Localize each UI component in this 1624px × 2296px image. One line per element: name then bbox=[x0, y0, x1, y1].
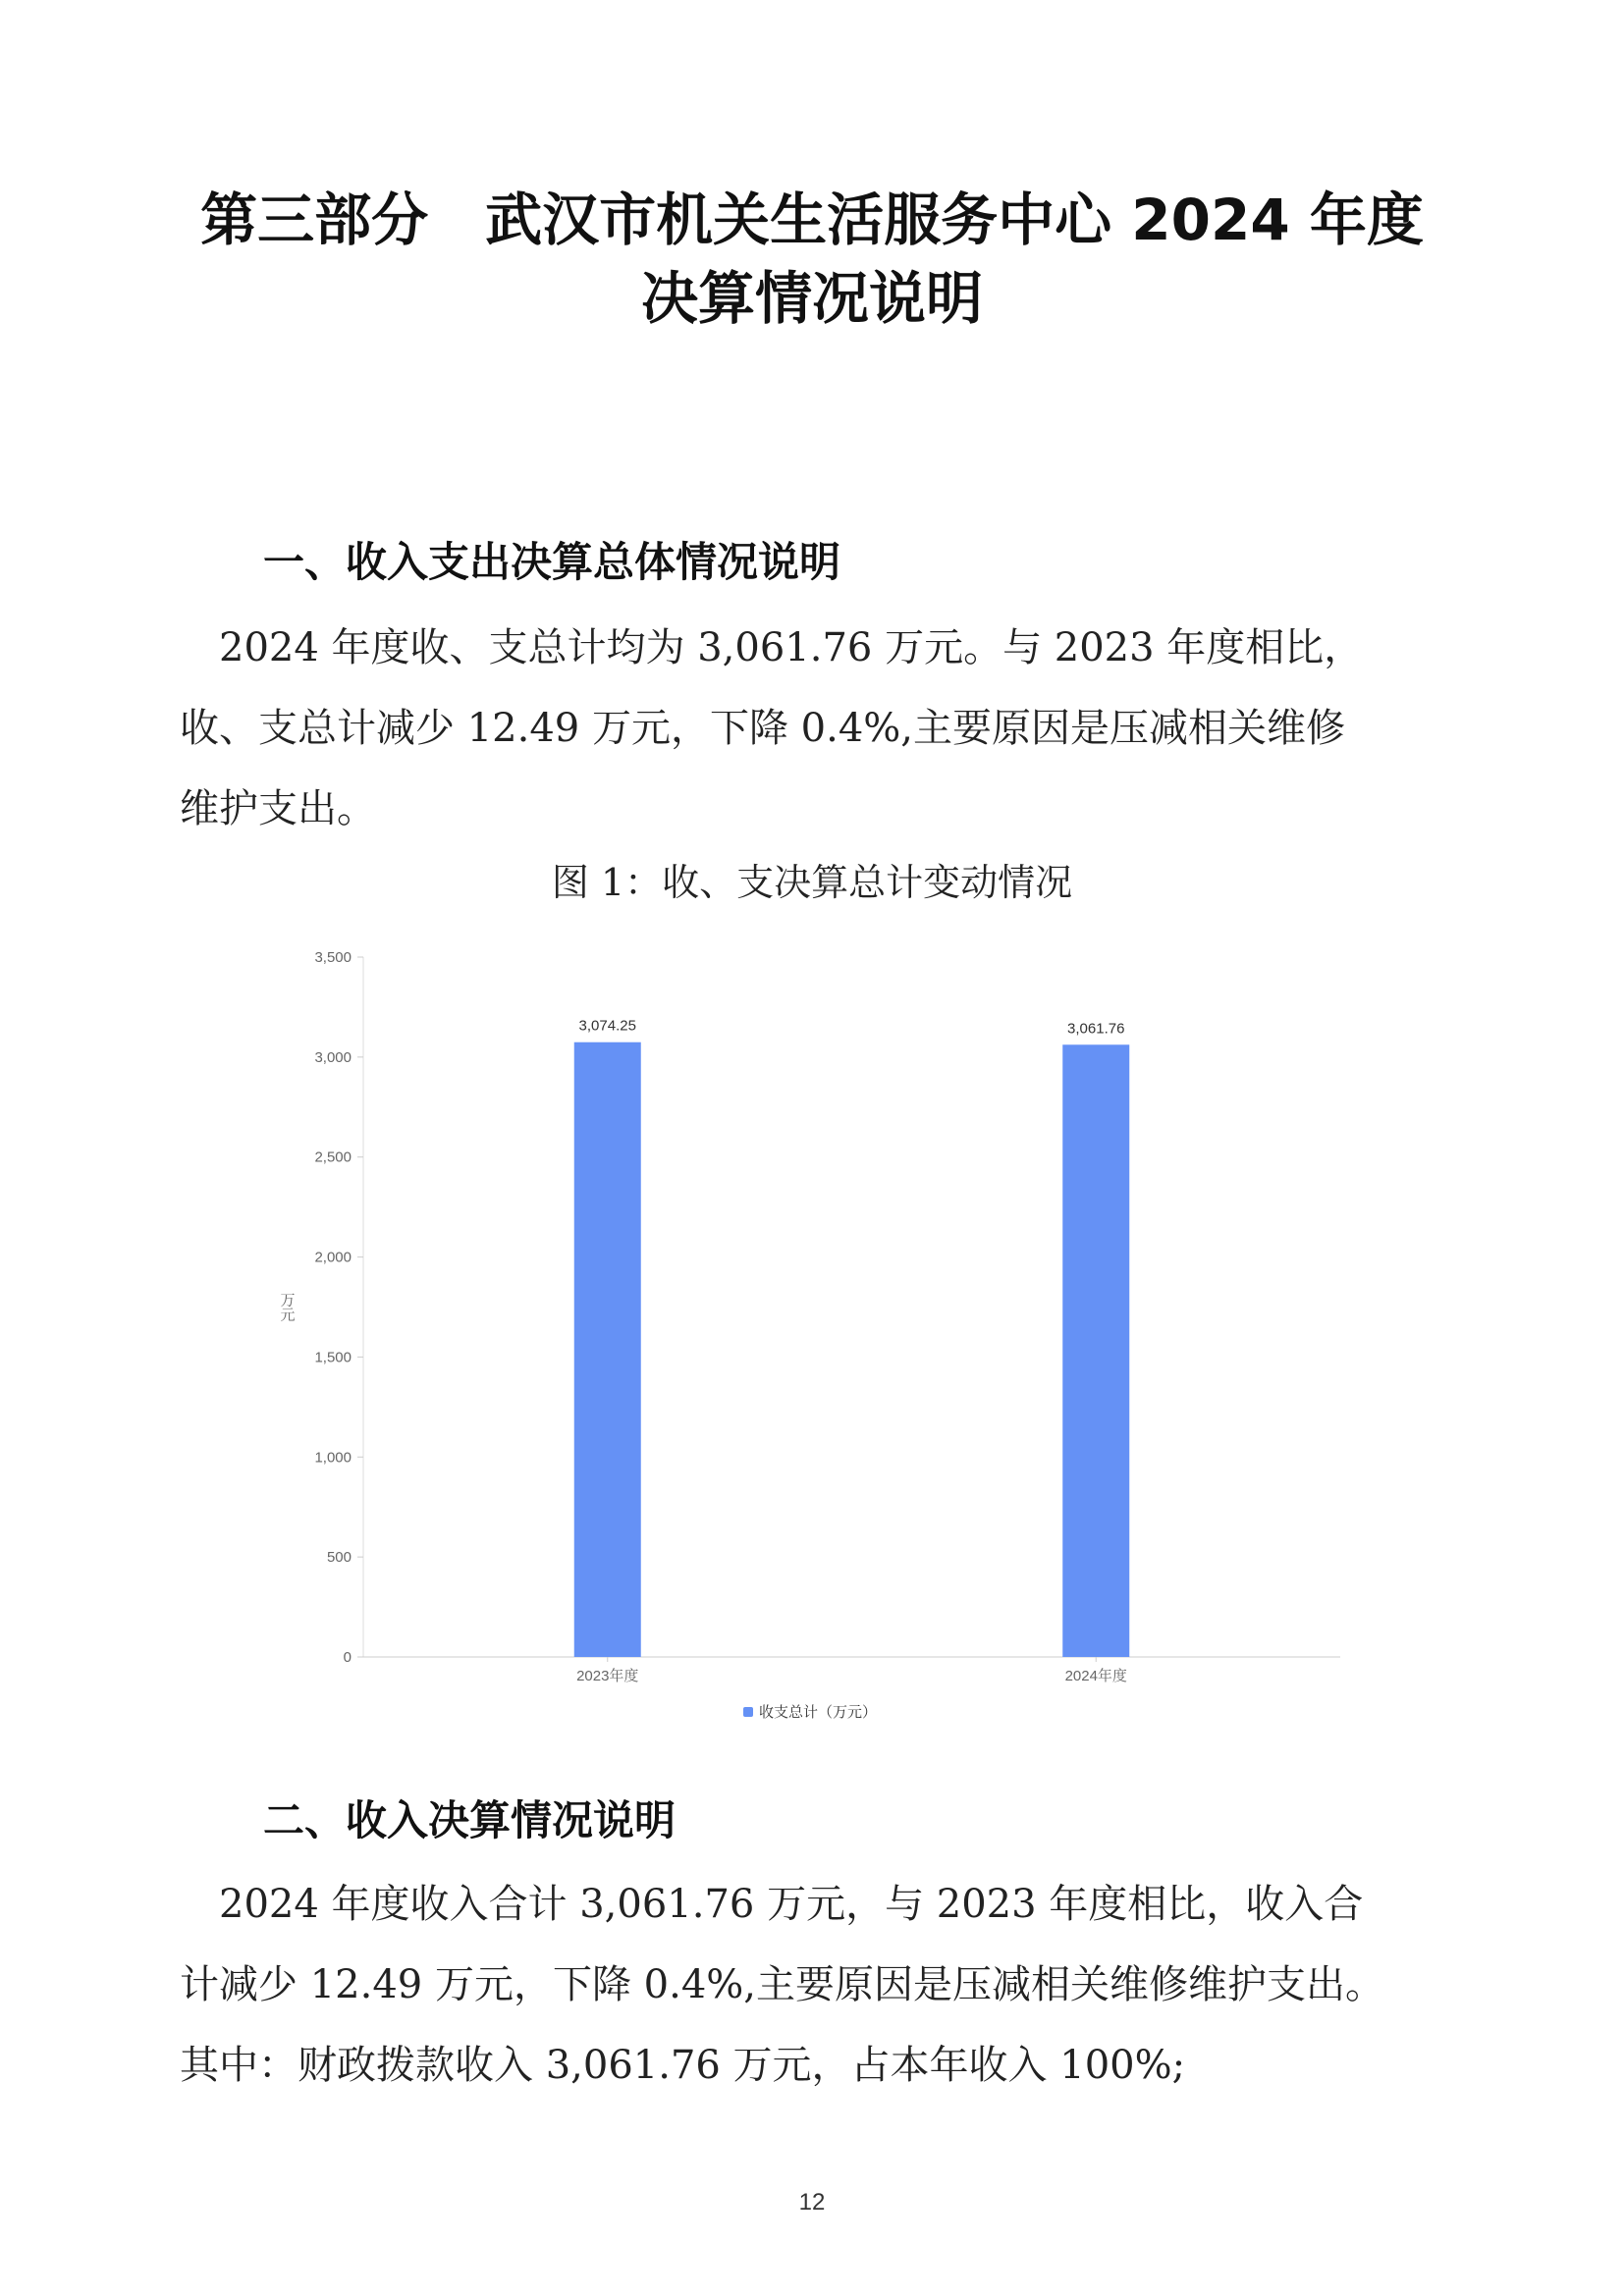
figure-caption: 图 1：收、支决算总计变动情况 bbox=[551, 861, 1073, 904]
y-tick-label: 1,500 bbox=[314, 1349, 352, 1366]
bar-chart bbox=[265, 933, 1355, 1737]
y-axis bbox=[314, 949, 363, 1666]
y-tick-label: 3,500 bbox=[314, 949, 352, 966]
bars bbox=[574, 1018, 1130, 1684]
section-2-paragraph-line: 计减少 12.49 万元，下降 0.4%,主要原因是压减相关维修维护支出。 bbox=[180, 1962, 1384, 2007]
chart-legend bbox=[743, 1703, 877, 1721]
page-number: 12 bbox=[798, 2189, 826, 2216]
bar bbox=[574, 1042, 641, 1657]
page-title-line-1: 第三部分 武汉市机关生活服务中心 2024 年度 bbox=[200, 187, 1424, 253]
y-tick-label: 1,000 bbox=[314, 1449, 352, 1467]
x-tick-label: 2023年度 bbox=[576, 1668, 639, 1684]
section-1-heading: 一、收入支出决算总体情况说明 bbox=[263, 538, 841, 586]
y-tick-label: 0 bbox=[343, 1649, 352, 1666]
section-2-paragraph-line: 其中：财政拨款收入 3,061.76 万元，占本年收入 100%; bbox=[180, 2043, 1186, 2088]
y-tick-label: 500 bbox=[326, 1549, 352, 1567]
page-title-line-2: 决算情况说明 bbox=[640, 265, 983, 332]
legend-label: 收支总计（万元） bbox=[759, 1703, 878, 1721]
section-2-heading: 二、收入决算情况说明 bbox=[263, 1796, 677, 1844]
bar-value-label: 3,061.76 bbox=[1067, 1020, 1125, 1038]
y-tick-label: 3,000 bbox=[314, 1048, 352, 1066]
bar bbox=[1062, 1044, 1129, 1657]
y-tick-label: 2,000 bbox=[314, 1249, 352, 1266]
section-1-paragraph-line: 2024 年度收、支总计均为 3,061.76 万元。与 2023 年度相比， bbox=[180, 625, 1364, 670]
section-2-paragraph-line: 2024 年度收入合计 3,061.76 万元，与 2023 年度相比，收入合 bbox=[180, 1882, 1364, 1927]
legend-swatch bbox=[743, 1707, 753, 1717]
section-1-paragraph-line: 维护支出。 bbox=[180, 786, 376, 831]
x-tick-label: 2024年度 bbox=[1064, 1668, 1127, 1684]
section-1-paragraph-line: 收、支总计减少 12.49 万元，下降 0.4%,主要原因是压减相关维修 bbox=[180, 706, 1345, 751]
y-axis-label: 万元 bbox=[278, 1292, 296, 1322]
bar-value-label: 3,074.25 bbox=[578, 1017, 636, 1035]
y-tick-label: 2,500 bbox=[314, 1148, 352, 1166]
